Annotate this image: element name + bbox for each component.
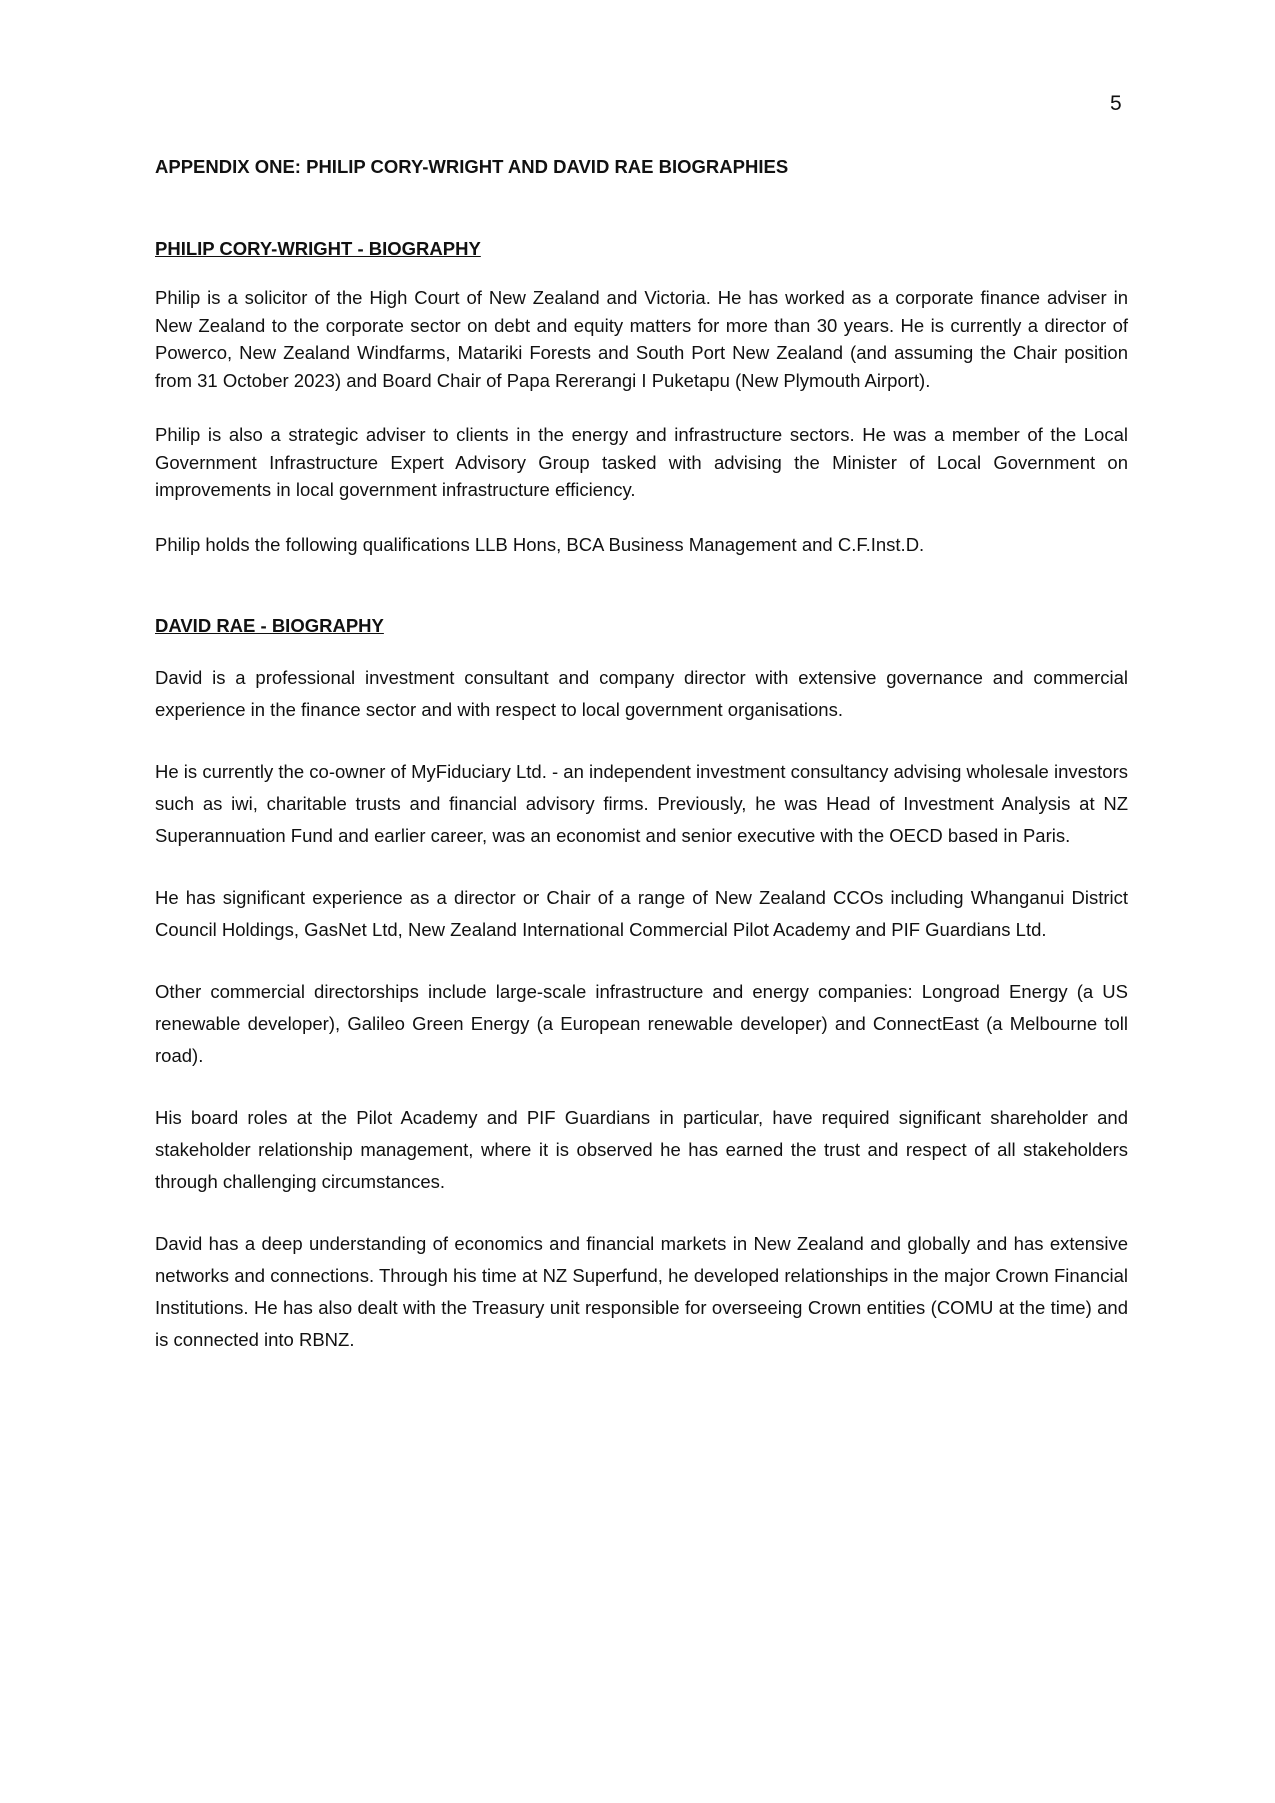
- david-section-title: DAVID RAE - BIOGRAPHY: [155, 615, 384, 636]
- david-section: [155, 615, 1128, 1356]
- philip-paragraph-3: Philip holds the following qualifications LLB Hons, BCA Business Management and C.F.Inst.D.: [155, 533, 925, 555]
- david-paragraph-3: He has significant experience as a director or Chair of a range of New Zealand CCOs including Whanganui District Council Holdings, GasNet Ltd, New Zealand International Commercial Pilot Academy and PIF Guardians Ltd.: [155, 887, 1128, 940]
- appendix-title: APPENDIX ONE: PHILIP CORY-WRIGHT AND DAVID RAE BIOGRAPHIES: [155, 156, 789, 177]
- david-paragraph-6: David has a deep understanding of economics and financial markets in New Zealand and globally and has extensive networks and connections. Through his time at NZ Superfund, he developed relationships in the major Crown Financial Institutions. He has also dealt with the Treasury unit responsible for overseeing Crown entities (COMU at the time) and is connected into RBNZ.: [155, 1233, 1128, 1350]
- david-paragraph-5: His board roles at the Pilot Academy and PIF Guardians in particular, have required significant shareholder and stakeholder relationship management, where it is observed he has earned the trust and respect of all stakeholders through challenging circumstances.: [155, 1107, 1128, 1192]
- philip-paragraph-2: Philip is also a strategic adviser to clients in the energy and infrastructure sectors. He was a member of the Local Government Infrastructure Expert Advisory Group tasked with advising the Minister of Local Government on improvements in local government infrastructure efficiency.: [155, 424, 1128, 500]
- philip-section: [155, 238, 1128, 558]
- david-paragraph-1: David is a professional investment consultant and company director with extensive governance and commercial experience in the finance sector and with respect to local government organisations.: [155, 667, 1128, 720]
- page-number: 5: [1110, 92, 1122, 115]
- philip-paragraph-1: Philip is a solicitor of the High Court of New Zealand and Victoria. He has worked as a corporate finance adviser in New Zealand to the corporate sector on debt and equity matters for more than 30 years. He is currently a director of Powerco, New Zealand Windfarms, Matariki Forests and South Port New Zealand (and assuming the Chair position from 31 October 2023) and Board Chair of Papa Rererangi I Puketapu (New Plymouth Airport).: [155, 287, 1128, 391]
- david-paragraph-4: Other commercial directorships include large-scale infrastructure and energy companies: Longroad Energy (a US renewable developer), Galileo Green Energy (a European renewable developer) and ConnectEast (a Melbourne toll road).: [155, 981, 1128, 1066]
- philip-section-title: PHILIP CORY-WRIGHT - BIOGRAPHY: [155, 238, 481, 259]
- page-content: [155, 156, 1128, 1356]
- david-paragraph-2: He is currently the co-owner of MyFiduciary Ltd. - an independent investment consultancy advising wholesale investors such as iwi, charitable trusts and financial advisory firms. Previously, he was Head of Investment Analysis at NZ Superannuation Fund and earlier career, was an economist and senior executive with the OECD based in Paris.: [155, 761, 1128, 846]
